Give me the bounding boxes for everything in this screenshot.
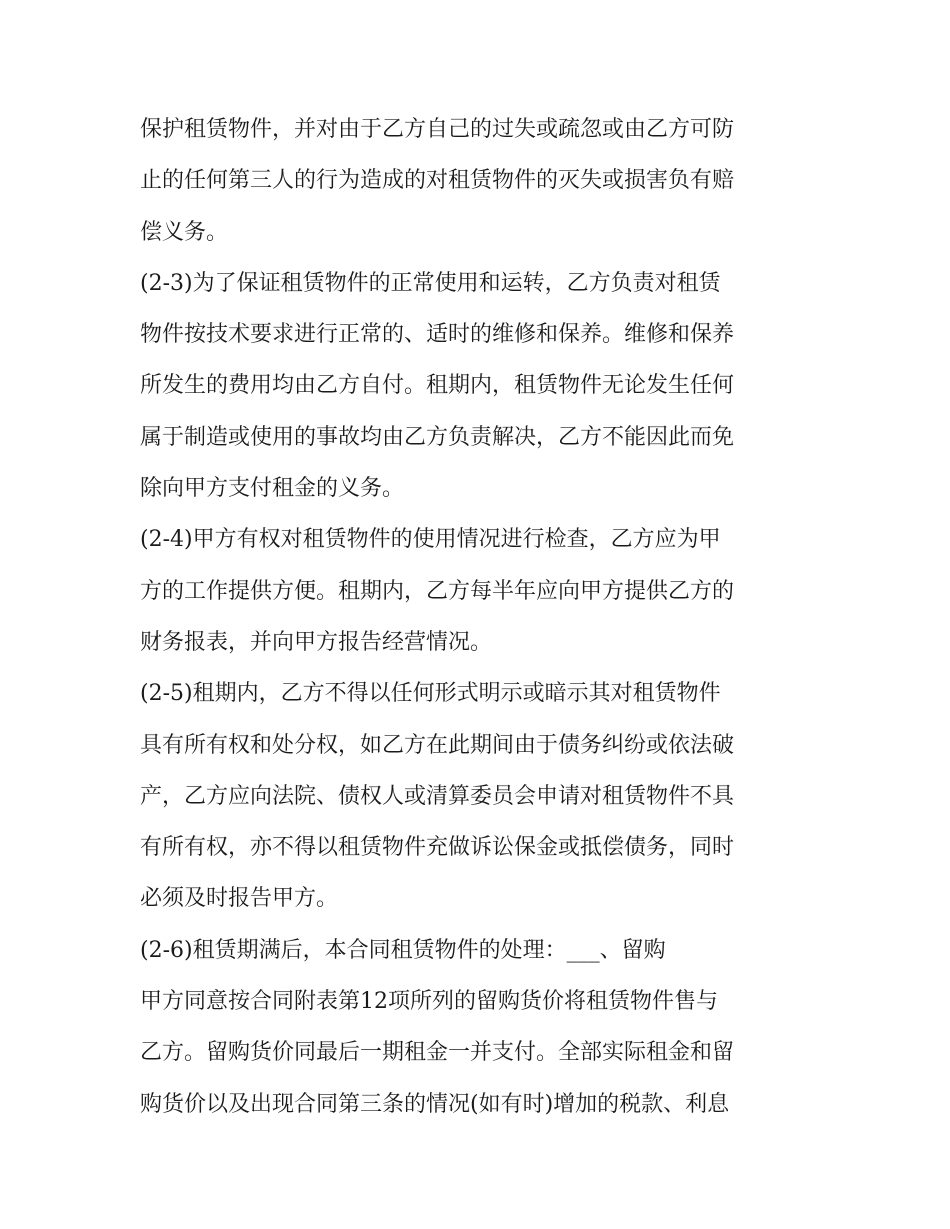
- text-line: (2-6)租赁期满后，本合同租赁物件的处理：___、留购: [140, 937, 666, 963]
- text-line: 有所有权，亦不得以租赁物件充做诉讼保金或抵偿债务，同时: [140, 835, 735, 861]
- text-line: (2-4)甲方有权对租赁物件的使用情况进行检查，乙方应为甲: [140, 527, 721, 553]
- text-line: 物件按技术要求进行正常的、适时的维修和保养。维修和保养: [140, 322, 735, 348]
- text-line: 甲方同意按合同附表第12项所列的留购货价将租赁物件售与: [140, 989, 718, 1015]
- text-line: 必须及时报告甲方。: [140, 886, 339, 912]
- text-line: (2-5)租期内，乙方不得以任何形式明示或暗示其对租赁物件: [140, 681, 721, 707]
- text-line: 所发生的费用均由乙方自付。租期内，租赁物件无论发生任何: [140, 373, 735, 399]
- text-line: 购货价以及出现合同第三条的情况(如有时)增加的税款、利息: [140, 1091, 730, 1117]
- text-line: 属于制造或使用的事故均由乙方负责解决，乙方不能因此而免: [140, 424, 735, 450]
- text-line: 乙方。留购货价同最后一期租金一并支付。全部实际租金和留: [140, 1040, 735, 1066]
- text-line: 具有所有权和处分权，如乙方在此期间由于债务纠纷或依法破: [140, 732, 735, 758]
- text-line: 方的工作提供方便。租期内，乙方每半年应向甲方提供乙方的: [140, 578, 735, 604]
- contract-body-text: [140, 104, 820, 1130]
- text-line: 保护租赁物件，并对由于乙方自己的过失或疏忽或由乙方可防: [140, 117, 735, 142]
- text-line: 除向甲方支付租金的义务。: [140, 476, 405, 502]
- text-line: 止的任何第三人的行为造成的对租赁物件的灭失或损害负有赔: [140, 168, 735, 194]
- text-line: 偿义务。: [140, 219, 229, 245]
- text-line: 财务报表，并向甲方报告经营情况。: [140, 629, 493, 655]
- text-line: (2-3)为了保证租赁物件的正常使用和运转，乙方负责对租赁: [140, 270, 721, 296]
- text-line: 产，乙方应向法院、债权人或清算委员会申请对租赁物件不具: [140, 783, 735, 809]
